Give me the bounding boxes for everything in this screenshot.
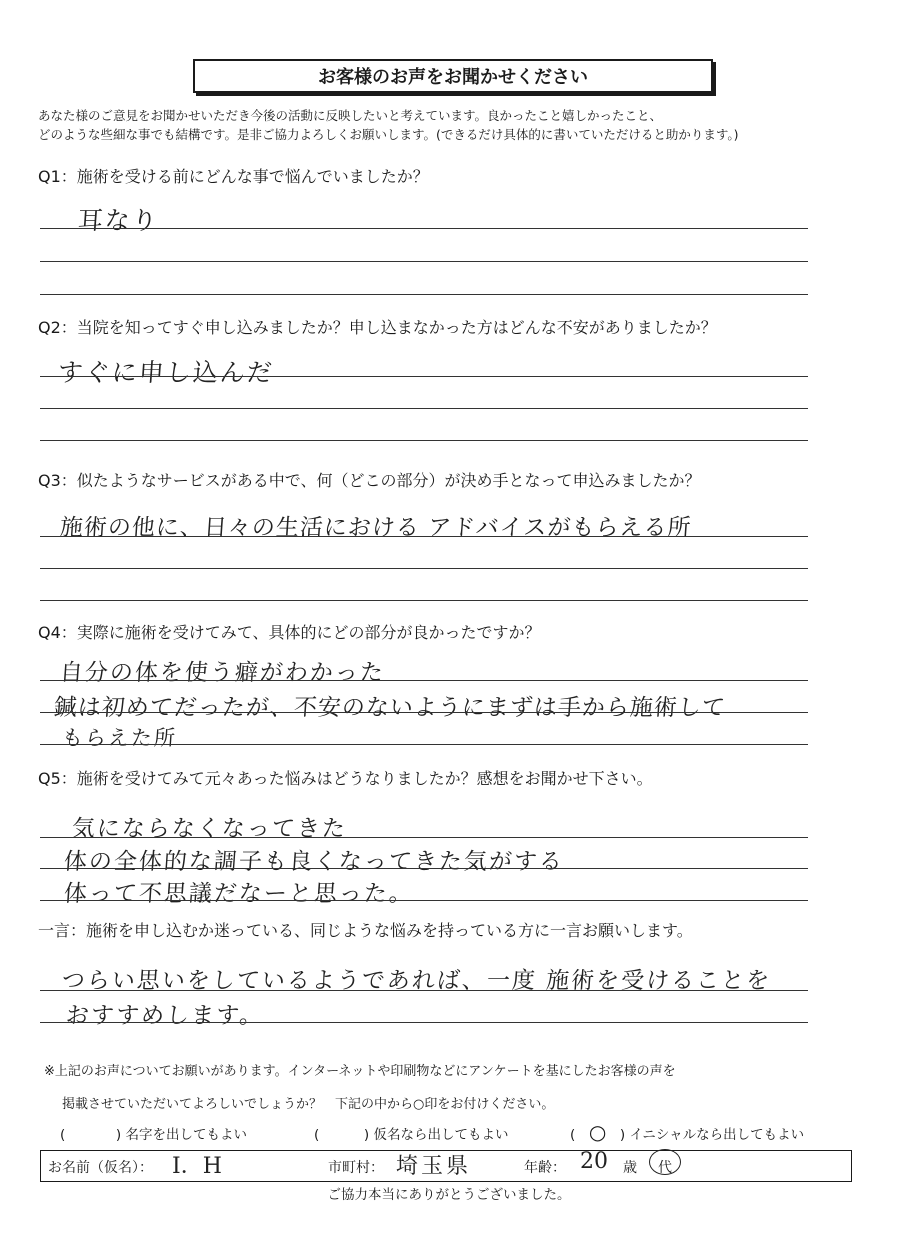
consent-note-line-2: 掲載させていただいてよろしいでしょうか？ 下記の中から○印をお付けください。 <box>62 1097 555 1112</box>
age-unit: 歳 <box>623 1160 637 1176</box>
question-4-answer-line-2: 鍼は初めてだったが、不安のないようにまずは手から施術して <box>52 695 727 721</box>
hitokoto-label: 一言：施術を申し込むか迷っている、同じような悩みを持っている方に一言お願いします。 <box>38 921 693 940</box>
answer-line <box>40 680 808 681</box>
answer-line <box>40 868 808 869</box>
question-5-label: Q5：施術を受けてみて元々あった悩みはどうなりましたか？感想をお聞かせ下さい。 <box>38 769 653 788</box>
name-label: お名前（仮名）： <box>48 1160 153 1176</box>
question-5-answer-line-2: 体の全体的な調子も良くなってきた気がする <box>62 849 565 875</box>
answer-line <box>40 744 808 745</box>
answer-line <box>40 261 808 262</box>
option-label: イニシャルなら出してもよい <box>629 1127 805 1143</box>
question-5-answer-line-1: 気にならなくなってきた <box>70 816 348 842</box>
option-mark-circled: ○ <box>588 1120 607 1144</box>
answer-line <box>40 990 808 991</box>
answer-line <box>40 1022 808 1023</box>
answer-line <box>40 536 808 537</box>
city-value: 埼玉県 <box>396 1154 472 1179</box>
question-1-label: Q1：施術を受ける前にどんな事で悩んでいましたか？ <box>38 167 429 186</box>
option-paren-close: ) <box>363 1127 370 1143</box>
question-3-answer-line-1: 施術の他に、日々の生活における アドバイスがもらえる所 <box>58 515 693 541</box>
option-label: 名字を出してもよい <box>125 1127 247 1143</box>
option-paren-close: ) <box>619 1127 626 1143</box>
answer-line <box>40 408 808 409</box>
option-paren-open: ( <box>314 1127 320 1143</box>
question-2-answer-line-1: すぐに申し込んだ <box>56 358 275 387</box>
question-3-label: Q3：似たようなサービスがある中で、何（どこの部分）が決め手となって申込みましたか？ <box>38 471 701 490</box>
name-value: I．H <box>172 1154 222 1179</box>
age-decade-circle <box>649 1149 681 1175</box>
thanks-text: ご協力本当にありがとうございました。 <box>327 1187 571 1203</box>
intro-text <box>38 106 868 144</box>
hitokoto-answer-line-2: おすすめします。 <box>64 1003 266 1029</box>
option-paren-open: ( <box>60 1127 66 1143</box>
question-1-answer-line-1: 耳なり <box>76 206 160 235</box>
question-2-label: Q2：当院を知ってすぐ申し込みましたか？申し込まなかった方はどんな不安がありましたか？ <box>38 318 717 337</box>
question-4-label: Q4：実際に施術を受けてみて、具体的にどの部分が良かったですか？ <box>38 623 541 642</box>
option-initials[interactable] <box>570 1120 805 1144</box>
intro-line-1: あなた様のご意見をお聞かせいただき今後の活動に反映したいと考えています。良かったこと嬉しかったこと、 <box>38 108 663 123</box>
answer-line <box>40 600 808 601</box>
age-value: 20 <box>580 1149 608 1174</box>
answer-line <box>40 228 808 229</box>
option-paren-open: ( <box>570 1127 576 1143</box>
consent-note-line-1: ※上記のお声についてお願いがあります。インターネットや印刷物などにアンケートを基にしたお客様の声を <box>44 1064 676 1079</box>
answer-line <box>40 900 808 901</box>
question-5-answer-line-3: 体って不思議だなーと思った。 <box>62 881 415 907</box>
option-label: 仮名なら出してもよい <box>373 1127 509 1143</box>
intro-line-2: どのような些細な事でも結構です。是非ご協力よろしくお願いします。(できるだけ具体的に書いていただけると助かります。) <box>38 127 739 142</box>
answer-line <box>40 294 808 295</box>
option-paren-close: ) <box>115 1127 122 1143</box>
city-label: 市町村： <box>328 1160 384 1176</box>
answer-line <box>40 837 808 838</box>
answer-line <box>40 376 808 377</box>
age-decade-suffix: 代 <box>658 1160 672 1176</box>
option-surname[interactable] <box>60 1123 247 1143</box>
option-pseudonym[interactable] <box>314 1123 508 1143</box>
answer-line <box>40 712 808 713</box>
answer-line <box>40 568 808 569</box>
answer-line <box>40 440 808 441</box>
question-4-answer-line-1: 自分の体を使う癖がわかった <box>58 660 386 686</box>
age-label: 年齢： <box>524 1160 566 1176</box>
form-title: お客様のお声をお聞かせください <box>193 59 713 93</box>
question-4-answer-line-3: もらえた所 <box>61 726 178 750</box>
hitokoto-answer-line-1: つらい思いをしているようであれば、一度 施術を受けることを <box>60 968 773 994</box>
